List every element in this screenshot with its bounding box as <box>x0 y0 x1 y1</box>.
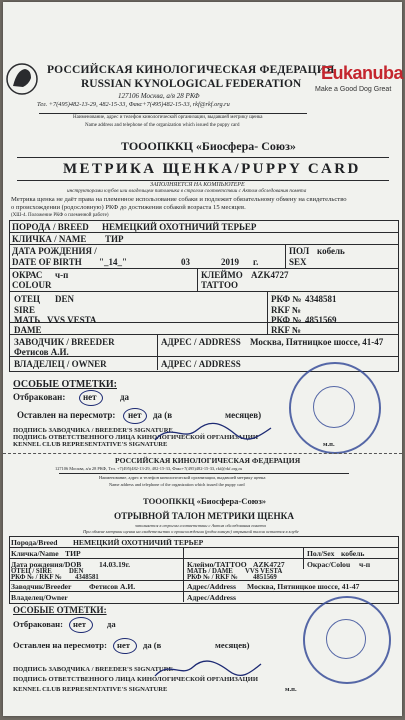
org-name-en: RUSSIAN KYNOLOGICAL FEDERATION <box>81 78 302 90</box>
cut-line <box>3 453 402 454</box>
stub-dob-label: Дата рождения/DOB <box>11 560 82 569</box>
stub-relist-label: Оставлен на пересмотр: <box>13 640 107 650</box>
stub-breed-value: НЕМЕЦКИЙ ОХОТНИЧИЙ ТЕРЬЕР <box>73 538 204 547</box>
sire-label-ru: ОТЕЦ <box>14 294 41 304</box>
breed-label: ПОРОДА / BREED <box>12 222 89 232</box>
stub-title: ОТРЫВНОЙ ТАЛОН МЕТРИКИ ЩЕНКА <box>114 511 294 521</box>
stub-sex-label: Пол/Sex <box>307 549 335 558</box>
stub-relist-no: нет <box>117 640 130 650</box>
name-value: ТИР <box>105 234 124 244</box>
stub-official-signature-label: ПОДПИСЬ ОТВЕТСТВЕННОГО ЛИЦА КИНОЛОГИЧЕСКОЙ ОРГАНИЗАЦИИ <box>13 676 258 683</box>
dam-rkf-label-en: RKF № <box>271 325 301 335</box>
title-note-2: Метрика щенка не даёт права на племенное использование собаки и подлежит обязательному обмену на свидетельство <box>11 196 347 203</box>
rejected-choice-circle <box>79 390 103 406</box>
eukanuba-logo: Eukanuba <box>321 63 404 83</box>
title-note-3: о происхождении (родословную) РКФ до достижения собакой возраста 15 месяцев. <box>11 204 246 211</box>
sire-rkf-value: 4348581 <box>305 294 337 304</box>
marks-title: ОСОБЫЕ ОТМЕТКИ: <box>13 379 117 390</box>
stub-seal-place-label: м.п. <box>285 686 297 693</box>
breeder-address: Москва, Пятницкое шоссе, 41-47 <box>250 337 384 347</box>
stub-rejected-yes: да <box>107 619 116 629</box>
stub-contacts: 127106 Москва, а/я 28 РКФ, Тел. +7(495)482-13-29, 482-15-33, Факс+7(495)482-15-33, rkf@rkf.org.ru <box>55 466 243 471</box>
stub-breeder-value: Фетисов А.И. <box>89 582 136 591</box>
name-label: КЛИЧКА / NAME <box>12 234 87 244</box>
org-phones: Тел. +7(495)482-13-29, 482-15-33, Факс+7(495)482-15-33, rkf@rkf.org.ru <box>37 101 230 108</box>
official-signature-label: ПОДПИСЬ ОТВЕТСТВЕННОГО ЛИЦА КИНОЛОГИЧЕСКОЙ ОРГАНИЗАЦИИ <box>13 434 258 441</box>
rejected-label: Отбракован: <box>13 392 66 402</box>
dam-value: VVS VESTA <box>47 315 97 325</box>
stub-dam-label: МАТЬ / DAME <box>187 568 233 575</box>
stub-name-label: Кличка/Name <box>11 549 59 558</box>
relist-months: месяцев) <box>225 410 262 420</box>
stub-note-2: При обмене метрики щенка на свидетельство о происхождении (родословную) отрывной талон остается в клубе <box>83 529 299 534</box>
relist-yes: да (в <box>153 410 173 420</box>
rejected-no: нет <box>83 392 97 402</box>
stub-relist-yes: да (в <box>143 640 162 650</box>
title-subtitle: ЗАПОЛНЯЕТСЯ НА КОМПЬЮТЕРЕ <box>150 182 245 188</box>
sire-label-en: SIRE <box>14 305 36 315</box>
stub-marks-title: ОСОБЫЕ ОТМЕТКИ: <box>13 605 107 615</box>
breeder-address-label: АДРЕС / ADDRESS <box>161 337 241 347</box>
document-title: МЕТРИКА ЩЕНКА/PUPPY CARD <box>63 161 361 177</box>
dob-month: 03 <box>181 257 190 267</box>
stub-kennel-signature-label: KENNEL CLUB REPRESENTATIVE'S SIGNATURE <box>13 686 168 693</box>
dam-rkf-value: 4851569 <box>305 315 337 325</box>
issuer-name: ТОООПККЦ «Биосфера- Союз» <box>121 139 296 153</box>
dob-year: 2019 <box>221 257 239 267</box>
eukanuba-tagline: Make a Good Dog Great <box>315 86 392 93</box>
stub-name-value: ТИР <box>65 549 81 558</box>
breeder-label: ЗАВОДЧИК / BREEDER <box>14 337 115 347</box>
stub-dam-rkf-label: РКФ № / RKF № <box>187 574 238 581</box>
stub-sire-rkf: 4348581 <box>75 574 99 581</box>
organization-stamp <box>289 362 381 454</box>
stub-relist-circle <box>113 638 137 654</box>
stub-issuer: ТОООПККЦ «Биосфера-Союз» <box>143 496 267 506</box>
dob-day: "_14_" <box>99 257 127 267</box>
stub-address-label: Адрес/Address <box>187 582 236 591</box>
owner-label: ВЛАДЕЛЕЦ / OWNER <box>14 359 107 369</box>
stub-organization-stamp <box>303 596 391 684</box>
tattoo-value: AZK4727 <box>251 270 289 280</box>
stub-dam-rkf: 4851569 <box>253 574 277 581</box>
relist-no: нет <box>128 410 142 420</box>
dam-rkf-label: РКФ № <box>271 315 302 325</box>
dob-suffix: г. <box>253 257 259 267</box>
dam-label-ru: МАТЬ <box>14 315 41 325</box>
stub-caption-ru: Наименование, адрес и телефон кинологической организации, выдавшей метрику щенка <box>99 475 266 480</box>
stub-sire-value: DEN <box>69 568 84 575</box>
stub-sire-label: ОТЕЦ / SIRE <box>11 568 52 575</box>
breed-value: НЕМЕЦКИЙ ОХОТНИЧИЙ ТЕРЬЕР <box>102 222 257 232</box>
seal-place-label: м.п. <box>323 441 335 448</box>
sex-label-ru: ПОЛ <box>289 246 310 256</box>
title-note-1: инструкторами клубов или владельцем питомника в строгом соответствии с Актом обследования помета <box>67 188 307 194</box>
stub-rejected-circle <box>69 617 93 633</box>
org-caption-ru: Наименование, адрес и телефон кинологической организации, выдавшей метрику щенка <box>73 115 263 120</box>
breeder-value: Фетисов А.И. <box>14 347 69 357</box>
stub-tattoo-value: AZK4727 <box>253 560 285 569</box>
stub-relist-months: месяцев) <box>215 640 250 650</box>
stub-rejected-no: нет <box>73 619 86 629</box>
stub-colour-label: Окрас/Colou <box>307 560 351 569</box>
stub-colour-value: ч-п <box>359 560 371 569</box>
org-name-ru: РОССИЙСКАЯ КИНОЛОГИЧЕСКАЯ ФЕДЕРАЦИЯ <box>47 64 335 76</box>
tattoo-label-ru: КЛЕЙМО <box>201 270 243 280</box>
stub-signature <box>153 658 263 687</box>
stub-note-1: заполняется в строгом соответствии с Актом обследования помета <box>135 523 266 528</box>
dam-label-en: DAME <box>14 325 42 335</box>
org-address: 127106 Москва, а/я 28 РКФ <box>118 92 200 100</box>
dob-label-ru: ДАТА РОЖДЕНИЯ / <box>12 246 97 256</box>
stub-breeder-address: Москва, Пятницкое шоссе, 41-47 <box>247 582 360 591</box>
stub-caption-en: Name address and telephone of the organization which issued the puppy card <box>109 482 245 487</box>
breeder-signature-label: ПОДПИСЬ ЗАВОДЧИКА / BREEDER'S SIGNATURE <box>13 427 173 434</box>
colour-value: ч-п <box>55 270 69 280</box>
puppy-card-document <box>3 2 402 716</box>
rejected-yes: да <box>120 392 130 402</box>
stub-sex-value: кобель <box>341 549 365 558</box>
stub-rejected-label: Отбракован: <box>13 619 63 629</box>
stub-tattoo-label: Клеймо/TATTOO <box>187 560 247 569</box>
stub-owner-label: Владелец/Owner <box>11 593 68 602</box>
sire-value: DEN <box>55 294 75 304</box>
colour-label-en: COLOUR <box>12 280 52 290</box>
title-note-4: (ХШ-4. Положение РКФ о племенной работе) <box>11 213 109 218</box>
stub-breed-label: Порода/Breed <box>11 538 58 547</box>
dob-label-en: DATE OF BIRTH <box>12 257 82 267</box>
relist-label: Оставлен на пересмотр: <box>17 410 116 420</box>
stub-org-name: РОССИЙСКАЯ КИНОЛОГИЧЕСКАЯ ФЕДЕРАЦИЯ <box>115 456 301 465</box>
relist-choice-circle <box>123 408 147 424</box>
sire-rkf-label-en: RKF № <box>271 305 301 315</box>
stub-rkf-label: РКФ № / RKF № <box>11 574 62 581</box>
stub-owner-address-label: Адрес/Address <box>187 593 236 602</box>
rkf-logo <box>5 60 39 98</box>
stub-breeder-label: Заводчик/Breeder <box>11 582 72 591</box>
stub-dob-value: 14.03.19г. <box>99 560 131 569</box>
org-caption-en: Name address and telephone of the organization which issued the puppy card <box>85 123 240 128</box>
sex-value: кобель <box>317 246 345 256</box>
owner-address-label: АДРЕС / ADDRESS <box>161 359 241 369</box>
stub-dam-value: VVS VESTA <box>245 568 283 575</box>
sex-label-en: SEX <box>289 257 307 267</box>
signature <box>153 420 273 451</box>
colour-label-ru: ОКРАС <box>12 270 43 280</box>
tattoo-label-en: TATTOO <box>201 280 239 290</box>
sire-rkf-label: РКФ № <box>271 294 302 304</box>
stub-breeder-signature-label: ПОДПИСЬ ЗАВОДЧИКА / BREEDER'S SIGNATURE <box>13 666 173 673</box>
kennel-signature-label: KENNEL CLUB REPRESENTATIVE'S SIGNATURE <box>13 441 168 448</box>
